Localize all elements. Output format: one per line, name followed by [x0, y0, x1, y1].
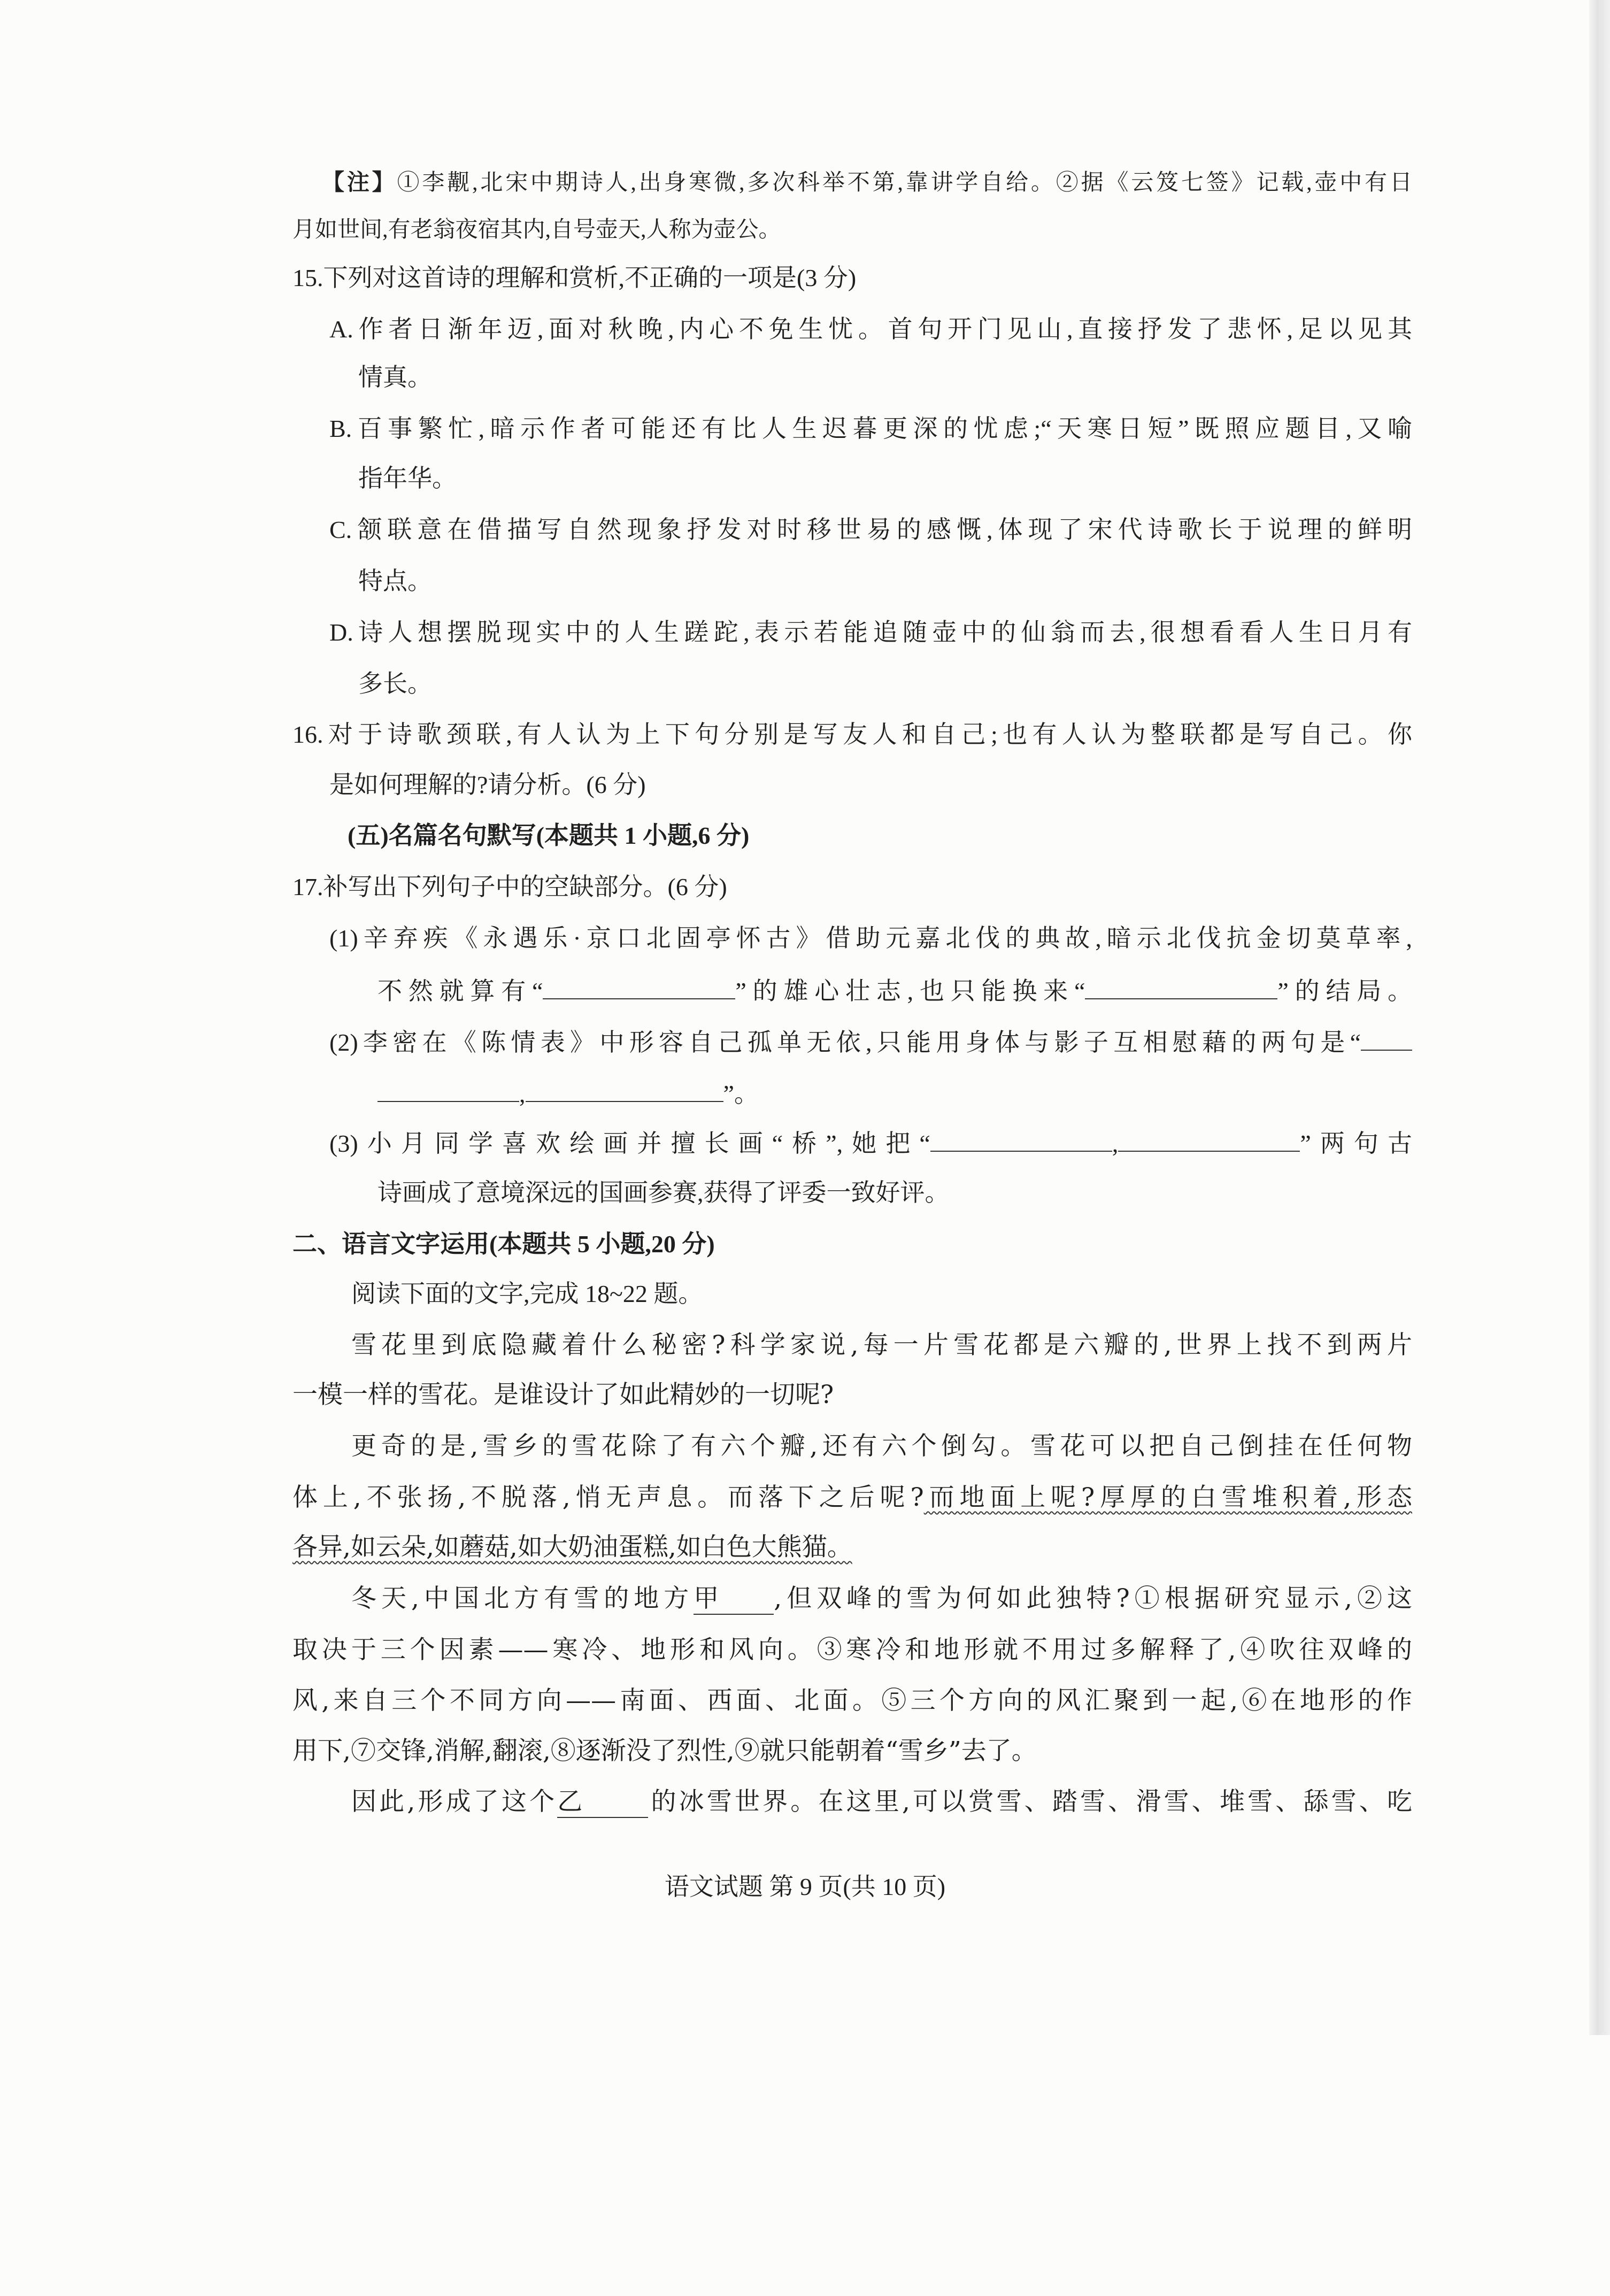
text-segment: 的冰雪世界。在这里,可以赏雪、踏雪、滑雪、堆雪、舔雪、吃 — [648, 1787, 1412, 1816]
answer-blank — [930, 1126, 1112, 1152]
reading-instruction: 阅读下面的文字,完成 18~22 题。 — [351, 1280, 703, 1307]
option-d-line-1: D.诗人想摆脱现实中的人生蹉跎,表示若能追随壶中的仙翁而去,很想看看人生日月有 — [329, 619, 1412, 646]
text-segment: ”的雄心壮志,也只能换来“ — [735, 977, 1085, 1005]
question-16-line-1: 16.对于诗歌颈联,有人认为上下句分别是写友人和自己;也有人认为整联都是写自己。你 — [292, 721, 1412, 748]
section-5-title: (五)名篇名句默写(本题共 1 小题,6 分) — [348, 822, 750, 849]
text-segment: 冬天,中国北方有雪的地方 — [351, 1584, 694, 1613]
text-segment: , — [1112, 1130, 1119, 1157]
text-segment: 体上,不张扬,不脱落,悄无声息。而落下之后呢? — [292, 1483, 924, 1512]
text-segment: ”。 — [723, 1080, 759, 1107]
question-17-item-2-line-1 — [329, 1025, 1412, 1057]
question-15-stem: 15.下列对这首诗的理解和赏析,不正确的一项是(3 分) — [292, 264, 857, 291]
option-b-line-2: 指年华。 — [358, 465, 457, 492]
note-text: ①李觏,北宋中期诗人,出身寒微,多次科举不第,靠讲学自给。②据《云笈七签》记载,壶中有日 — [397, 171, 1412, 195]
passage-p2-line-2 — [292, 1482, 1412, 1514]
passage-p1-line-1: 雪花里到底隐藏着什么秘密?科学家说,每一片雪花都是六瓣的,世界上找不到两片 — [351, 1330, 1412, 1360]
passage-p3-line-4: 用下,⑦交锋,消解,翻滚,⑧逐渐没了烈性,⑨就只能朝着“雪乡”去了。 — [292, 1736, 1037, 1766]
passage-p4-line-1 — [351, 1786, 1412, 1818]
scan-edge-shadow — [1589, 0, 1610, 2035]
answer-blank — [378, 1076, 519, 1102]
text-segment: ”两句古 — [1300, 1130, 1413, 1157]
page-footer: 语文试题 第 9 页(共 10 页) — [664, 1873, 946, 1900]
question-17-item-2-line-2 — [378, 1076, 759, 1108]
note-line-1 — [322, 168, 1412, 197]
text-segment: 不然就算有“ — [378, 977, 543, 1005]
section-2-title: 二、语言文字运用(本题共 5 小题,20 分) — [292, 1230, 715, 1258]
note-line-2: 月如世间,有老翁夜宿其内,自号壶天,人称为壶公。 — [292, 218, 781, 242]
blank-jia: 甲 — [694, 1584, 774, 1615]
text-segment: ”的结局。 — [1277, 977, 1412, 1005]
answer-blank — [543, 974, 735, 999]
passage-p3-line-3: 风,来自三个不同方向——南面、西面、北面。⑤三个方向的风汇聚到一起,⑥在地形的作 — [292, 1686, 1412, 1715]
text-segment: 因此,形成了这个 — [351, 1787, 558, 1816]
question-17-item-3-line-1 — [329, 1126, 1412, 1158]
text-segment: (3)小月同学喜欢绘画并擅长画“桥”,她把“ — [329, 1130, 930, 1157]
option-a-line-2: 情真。 — [358, 364, 432, 391]
answer-blank — [1118, 1126, 1300, 1152]
passage-p2-line-1: 更奇的是,雪乡的雪花除了有六个瓣,还有六个倒勾。雪花可以把自己倒挂在任何物 — [351, 1431, 1412, 1461]
wavy-underlined-text: 而地面上呢?厚厚的白雪堆积着,形态 — [923, 1483, 1412, 1512]
passage-p3-line-2: 取决于三个因素——寒冷、地形和风向。③寒冷和地形就不用过多解释了,④吹往双峰的 — [292, 1635, 1412, 1665]
blank-yi: 乙 — [557, 1787, 648, 1818]
passage-p3-line-1 — [351, 1583, 1412, 1615]
option-b-line-1: B.百事繁忙,暗示作者可能还有比人生迟暮更深的忧虑;“天寒日短”既照应题目,又喻 — [329, 415, 1412, 442]
passage-p1-line-2: 一模一样的雪花。是谁设计了如此精妙的一切呢? — [292, 1380, 834, 1409]
question-16-line-2: 是如何理解的?请分析。(6 分) — [329, 771, 646, 798]
question-17-stem: 17.补写出下列句子中的空缺部分。(6 分) — [292, 873, 727, 900]
option-c-line-2: 特点。 — [358, 567, 432, 595]
option-a-line-1: A.作者日渐年迈,面对秋晚,内心不免生忧。首句开门见山,直接抒发了悲怀,足以见其 — [329, 315, 1412, 343]
answer-blank — [1361, 1025, 1412, 1051]
text-segment: (2)李密在《陈情表》中形容自己孤单无依,只能用身体与影子互相慰藉的两句是“ — [329, 1029, 1361, 1056]
answer-blank — [1085, 974, 1277, 999]
question-17-item-3-line-2: 诗画成了意境深远的国画参赛,获得了评委一致好评。 — [378, 1179, 950, 1206]
text-segment: ,但双峰的雪为何如此独特?①根据研究显示,②这 — [774, 1584, 1412, 1613]
text-segment: , — [519, 1080, 526, 1107]
note-label: 【注】 — [322, 171, 397, 195]
option-d-line-2: 多长。 — [358, 670, 432, 697]
passage-p2-line-3 — [292, 1531, 852, 1563]
option-c-line-1: C.颔联意在借描写自然现象抒发对时移世易的感慨,体现了宋代诗歌长于说理的鲜明 — [329, 516, 1412, 543]
wavy-underlined-text: 各异,如云朵,如蘑菇,如大奶油蛋糕,如白色大熊猫。 — [292, 1532, 852, 1562]
question-17-item-1-line-2 — [378, 974, 1412, 1006]
answer-blank — [526, 1076, 723, 1102]
question-17-item-1-line-1: (1)辛弃疾《永遇乐·京口北固亭怀古》借助元嘉北伐的典故,暗示北伐抗金切莫草率, — [329, 924, 1412, 952]
